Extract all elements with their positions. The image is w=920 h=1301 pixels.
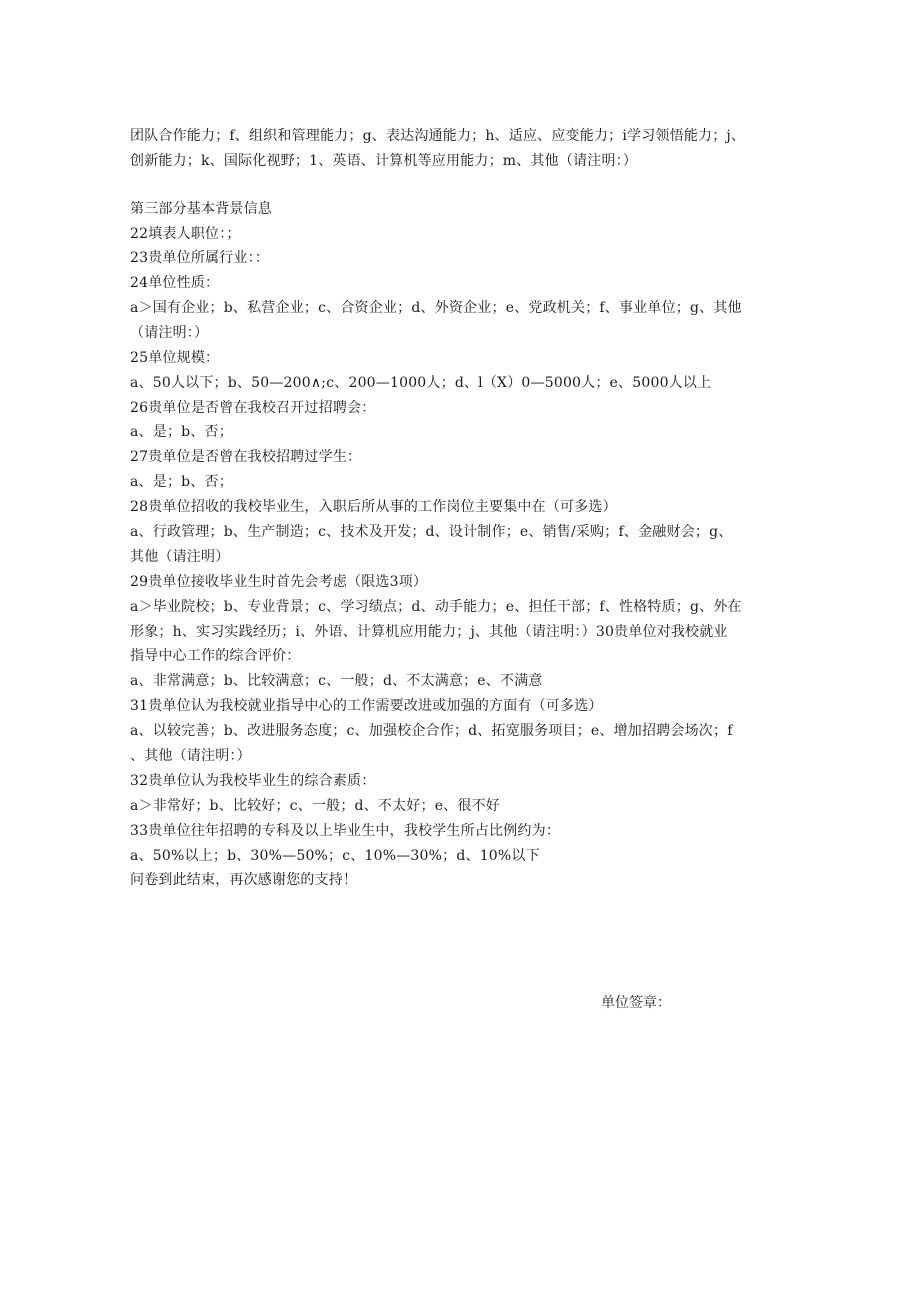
text-line: 创新能力；k、国际化视野；1、英语、计算机等应用能力；m、其他（请注明：） — [130, 153, 638, 169]
question-31: 31贵单位认为我校就业指导中心的工作需要改进或加强的方面有（可多选） — [130, 698, 603, 714]
question-33: 33贵单位往年招聘的专科及以上毕业生中，我校学生所占比例约为： — [130, 823, 561, 839]
question-32: 32贵单位认为我校毕业生的综合素质： — [130, 773, 376, 789]
text-line: 团队合作能力；f、组织和管理能力；g、表达沟通能力；h、适应、应变能力；i学习领悟能力；j、 — [130, 128, 746, 144]
question-29-options: a＞毕业院校；b、专业背景；c、学习绩点；d、动手能力；e、担任干部；f、性格特质；g、外在 — [130, 599, 742, 615]
question-32-options: a＞非常好；b、比较好；c、一般；d、不太好；e、很不好 — [130, 798, 500, 814]
question-27-options: a、是；b、否； — [130, 474, 233, 490]
question-31-options: a、以较完善；b、改进服务态度；c、加强校企合作；d、拓宽服务项目；e、增加招聘会场次；f — [130, 723, 733, 739]
question-30: 指导中心工作的综合评价： — [130, 648, 301, 664]
question-25: 25单位规模： — [130, 350, 220, 366]
section-heading: 第三部分基本背景信息 — [130, 201, 272, 217]
question-29: 29贵单位接收毕业生时首先会考虑（限选3项） — [130, 574, 428, 590]
question-26-options: a、是；b、否； — [130, 424, 233, 440]
question-28: 28贵单位招收的我校毕业生，入职后所从事的工作岗位主要集中在（可多选） — [130, 499, 617, 515]
question-24-options: a＞国有企业；b、私营企业；c、合资企业；d、外资企业；e、党政机关；f、事业单位；g、其他 — [130, 300, 742, 316]
question-30-options: a、非常满意；b、比较满意；c、一般；d、不太满意；e、不满意 — [130, 673, 543, 689]
question-22: 22填表人职位：； — [130, 226, 241, 242]
question-28-options-cont: 其他（请注明） — [130, 549, 230, 565]
question-24-options-cont: （请注明：） — [130, 325, 209, 341]
question-25-options: a、50人以下；b、50—200∧;c、200—1000人；d、l（X）0—5000人；e、5000人以上 — [130, 375, 712, 391]
question-28-options: a、行政管理；b、生产制造；c、技术及开发；d、设计制作；e、销售/采购；f、金融财会；g、 — [130, 524, 733, 540]
signature-label: 单位签章： — [601, 995, 671, 1011]
question-24: 24单位性质： — [130, 275, 220, 291]
question-33-options: a、50%以上；b、30%—50%；c、10%—30%；d、10%以下 — [130, 848, 540, 864]
closing-note: 问卷到此结束，再次感谢您的支持！ — [130, 872, 358, 888]
question-29-options-cont: 形象；h、实习实践经历；i、外语、计算机应用能力；j、其他（请注明：）30贵单位对我校就业 — [130, 624, 728, 640]
question-26: 26贵单位是否曾在我校召开过招聘会： — [130, 400, 376, 416]
question-23: 23贵单位所属行业：： — [130, 250, 270, 266]
question-31-options-cont: 、其他（请注明：） — [130, 748, 251, 764]
question-27: 27贵单位是否曾在我校招聘过学生： — [130, 449, 362, 465]
